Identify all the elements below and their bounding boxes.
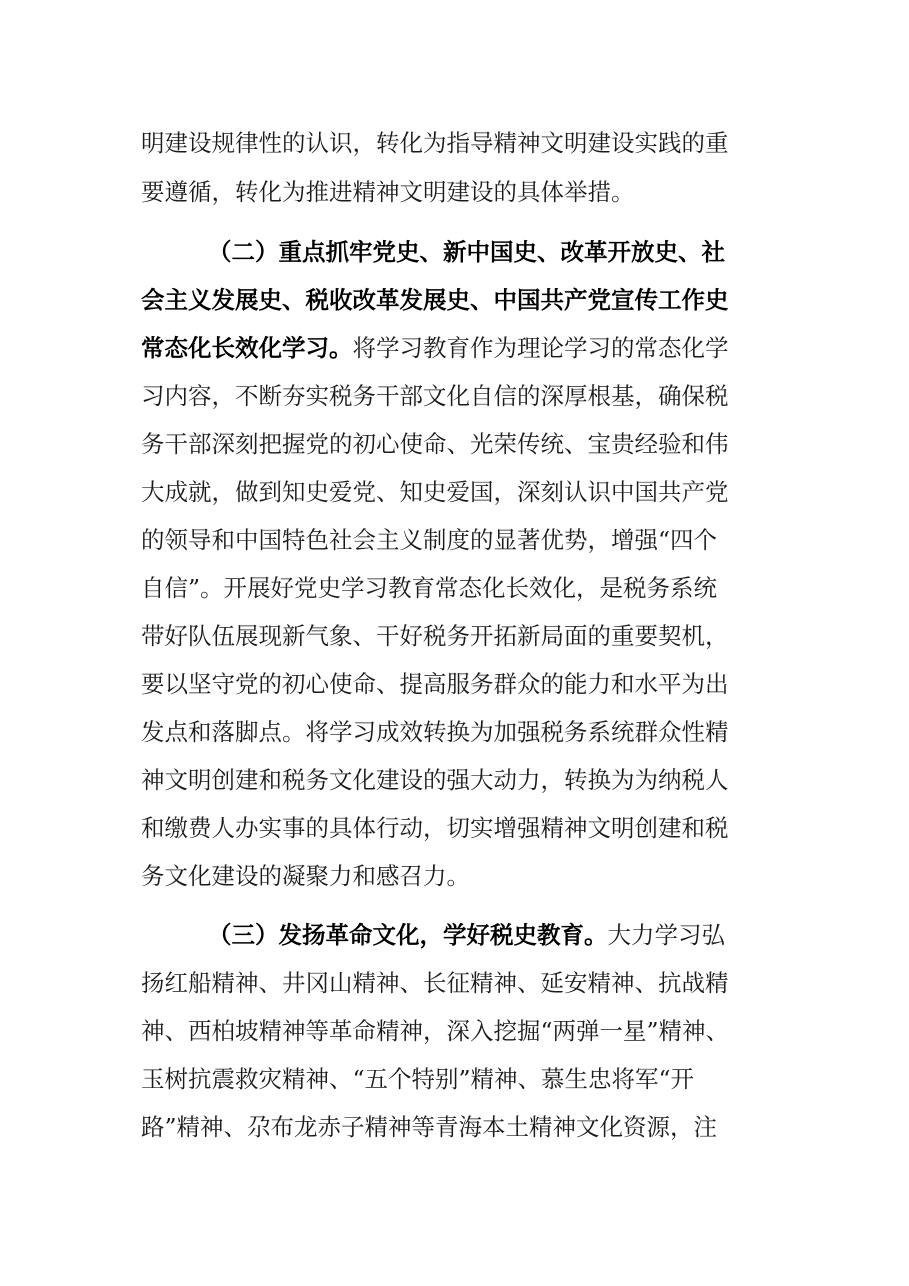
intro-line-1: 明建设规律性的认识，转化为指导精神文明建设实践的重 <box>141 129 729 157</box>
section-2-body-line: 务干部深刻把握党的初心使命、光荣传统、宝贵经验和伟 <box>141 430 729 458</box>
section-3-line-1 <box>208 915 909 955</box>
section-2-heading-line-2: 会主义发展史、税收改革发展史、中国共产党宣传工作史 <box>141 286 729 314</box>
section-3-body-first: 大力学习弘 <box>607 921 725 949</box>
section-2-body-line: 和缴费人办实事的具体行动，切实增强精神文明创建和税 <box>141 814 729 842</box>
section-3-body-line: 神、西柏坡精神等革命精神，深入挖掘“两弹一星”精神、 <box>141 1017 730 1045</box>
section-2-body-first: 将学习教育作为理论学习的常态化学 <box>352 334 729 362</box>
section-3-body-line: 扬红船精神、井冈山精神、长征精神、延安精神、抗战精 <box>141 969 729 997</box>
section-2-heading-line-3: 常态化长效化学习。 <box>141 334 353 362</box>
intro-line-2: 要遵循，转化为推进精神文明建设的具体举措。 <box>141 178 635 206</box>
section-2-body-line: 习内容，不断夯实税务干部文化自信的深厚根基，确保税 <box>141 382 729 410</box>
section-2-body-line: 带好队伍展现新气象、干好税务开拓新局面的重要契机， <box>141 622 729 650</box>
section-2-body-line: 的领导和中国特色社会主义制度的显著优势，增强“四个 <box>141 526 718 554</box>
section-2-line-3 <box>141 328 909 368</box>
section-2-body-line: 自信”。开展好党史学习教育常态化长效化，是税务系统 <box>141 574 718 602</box>
section-2-body-line: 发点和落脚点。将学习成效转换为加强税务系统群众性精 <box>141 718 729 746</box>
section-2-body-line: 要以坚守党的初心使命、提高服务群众的能力和水平为出 <box>141 670 729 698</box>
section-3-heading: （三）发扬革命文化，学好税史教育。 <box>208 921 608 949</box>
section-2-body-line: 大成就，做到知史爱党、知史爱国，深刻认识中国共产党 <box>141 478 729 506</box>
section-2-body-line: 神文明创建和税务文化建设的强大动力，转换为为纳税人 <box>141 766 729 794</box>
section-3-body-line: 玉树抗震救灾精神、“五个特别”精神、慕生忠将军“开 <box>141 1065 695 1093</box>
section-2-body-line: 务文化建设的凝聚力和感召力。 <box>141 862 470 890</box>
section-3-body-line: 路”精神、尕布龙赤子精神等青海本土精神文化资源，注 <box>141 1113 718 1141</box>
section-2-heading-line-1: （二）重点抓牢党史、新中国史、改革开放史、社 <box>208 238 725 266</box>
